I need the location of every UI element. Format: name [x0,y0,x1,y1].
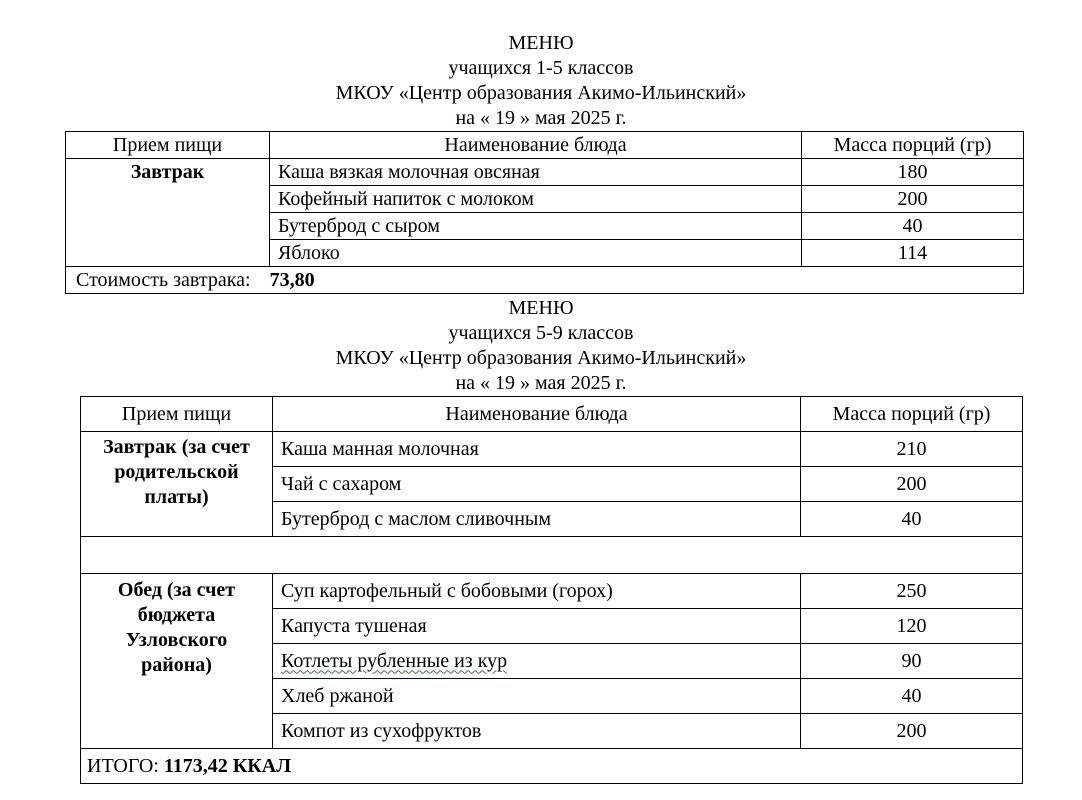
dish-name: Хлеб ржаной [273,679,801,714]
spacer-row [81,537,1023,574]
dish-mass: 120 [801,609,1023,644]
table-row [66,159,1024,186]
menu1-table [65,131,1024,294]
dish-name: Котлеты рубленные из кур [281,649,508,672]
dish-name: Каша манная молочная [273,432,801,467]
dish-name: Компот из сухофруктов [273,714,801,749]
menu2-date: на « 19 » мая 2025 г. [455,372,627,394]
total-label: ИТОГО: [87,754,159,777]
dish-name: Бутерброд с маслом сливочным [273,502,801,537]
menu2-subtitle: учащихся 5-9 классов [448,322,634,344]
cost-row [66,267,1024,294]
dish-name: Яблоко [270,240,802,267]
dish-mass: 200 [802,186,1024,213]
menu2-heading [0,296,1082,396]
total-row [81,749,1023,784]
cost-cell [66,267,1024,294]
menu1-subtitle: учащихся 1-5 классов [448,57,634,79]
menu1-school: МКОУ «Центр образования Акимо-Ильинский» [335,82,747,104]
total-value: 1173,42 ККАЛ [163,754,292,777]
meal-breakfast: Завтрак [66,159,270,267]
dish-mass: 40 [801,502,1023,537]
meal-breakfast: Завтрак (за счет родительской платы) [81,432,273,537]
dish-mass: 200 [801,467,1023,502]
dish-name: Каша вязкая молочная овсяная [270,159,802,186]
dish-name: Кофейный напиток с молоком [270,186,802,213]
menu2-title: МЕНЮ [508,297,574,319]
table-header-row [66,132,1024,159]
cost-value: 73,80 [269,269,315,291]
menu2-school: МКОУ «Центр образования Акимо-Ильинский» [335,347,747,369]
dish-mass: 40 [802,213,1024,240]
header-dish: Наименование блюда [270,132,802,159]
dish-name: Суп картофельный с бобовыми (горох) [273,574,801,609]
dish-name: Чай с сахаром [273,467,801,502]
dish-mass: 114 [802,240,1024,267]
header-meal: Прием пищи [81,397,273,432]
spacer-cell [81,537,1023,574]
menu1-title: МЕНЮ [508,32,574,54]
dish-mass: 40 [801,679,1023,714]
dish-mass: 180 [802,159,1024,186]
menu2-table [80,396,1023,784]
header-mass: Масса порций (гр) [801,397,1023,432]
dish-mass: 90 [801,644,1023,679]
total-cell [81,749,1023,784]
dish-mass: 200 [801,714,1023,749]
meal-lunch: Обед (за счет бюджета Узловского района) [81,574,273,749]
menu1-heading [0,31,1082,131]
header-mass: Масса порций (гр) [802,132,1024,159]
header-meal: Прием пищи [66,132,270,159]
table-header-row [81,397,1023,432]
cost-label: Стоимость завтрака: [76,269,251,291]
table-row [81,432,1023,467]
dish-name-cell [273,644,801,679]
menu1-date: на « 19 » мая 2025 г. [455,107,627,129]
dish-name: Капуста тушеная [273,609,801,644]
header-dish: Наименование блюда [273,397,801,432]
dish-name: Бутерброд с сыром [270,213,802,240]
dish-mass: 210 [801,432,1023,467]
table-row [81,574,1023,609]
dish-mass: 250 [801,574,1023,609]
